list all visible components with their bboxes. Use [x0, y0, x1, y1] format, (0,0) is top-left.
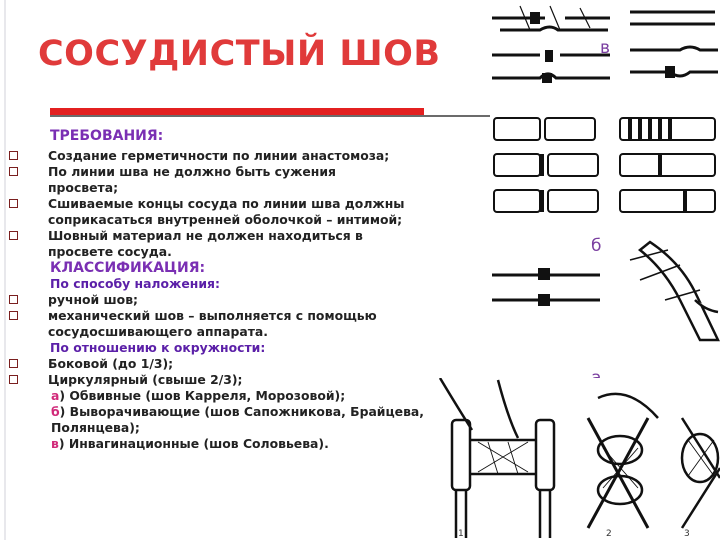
checkbox-bullet-icon [9, 311, 18, 320]
circumference-subheading: По отношению к окружности: [50, 340, 266, 355]
slide-title: СОСУДИСТЫЙ ШОВ [38, 34, 441, 74]
list-item: Создание герметичности по линии анастомоза; [48, 148, 493, 164]
figure-label-v: в [600, 38, 611, 58]
list-item: ручной шов; [48, 292, 493, 308]
circular-suture-illustration [438, 378, 720, 540]
checkbox-bullet-icon [9, 199, 18, 208]
list-item: По линии шва не должно быть сужения просвета; [48, 164, 393, 196]
classification-heading: КЛАССИФИКАЦИЯ: [50, 260, 206, 276]
sub-item: а) Обвивные (шов Карреля, Морозовой); [51, 388, 346, 403]
requirements-heading: ТРЕБОВАНИЯ: [50, 128, 164, 144]
checkbox-bullet-icon [9, 151, 18, 160]
checkbox-bullet-icon [9, 231, 18, 240]
title-underline [50, 108, 424, 115]
title-underline-thin [50, 115, 490, 117]
list-item: Шовный материал не должен находиться в просвете сосуда. [48, 228, 428, 260]
figure-label-b: б [591, 236, 602, 256]
method-subheading: По способу наложения: [50, 276, 220, 291]
list-item: Сшиваемые концы сосуда по линии шва должны соприкасаться внутренней оболочкой – интимой; [48, 196, 493, 228]
sub-item: б) Выворачивающие (шов Сапожникова, Брайцева, Полянцева); [51, 404, 424, 435]
checkbox-bullet-icon [9, 167, 18, 176]
figure-number-2: 2 [606, 529, 612, 539]
figure-number-3: 3 [684, 529, 690, 539]
sub-item: в) Инвагинационные (шов Соловьева). [51, 436, 329, 451]
list-item: Боковой (до 1/3); [48, 356, 493, 372]
checkbox-bullet-icon [9, 295, 18, 304]
figure-number-1: 1 [458, 529, 464, 539]
list-item: Циркулярный (свыше 2/3); [48, 372, 493, 388]
checkbox-bullet-icon [9, 359, 18, 368]
checkbox-bullet-icon [9, 375, 18, 384]
figure-label-a: а [591, 368, 602, 388]
content-block [48, 148, 493, 452]
left-rule [4, 0, 6, 540]
list-item: механический шов – выполняется с помощью сосудосшивающего аппарата. [48, 308, 478, 340]
